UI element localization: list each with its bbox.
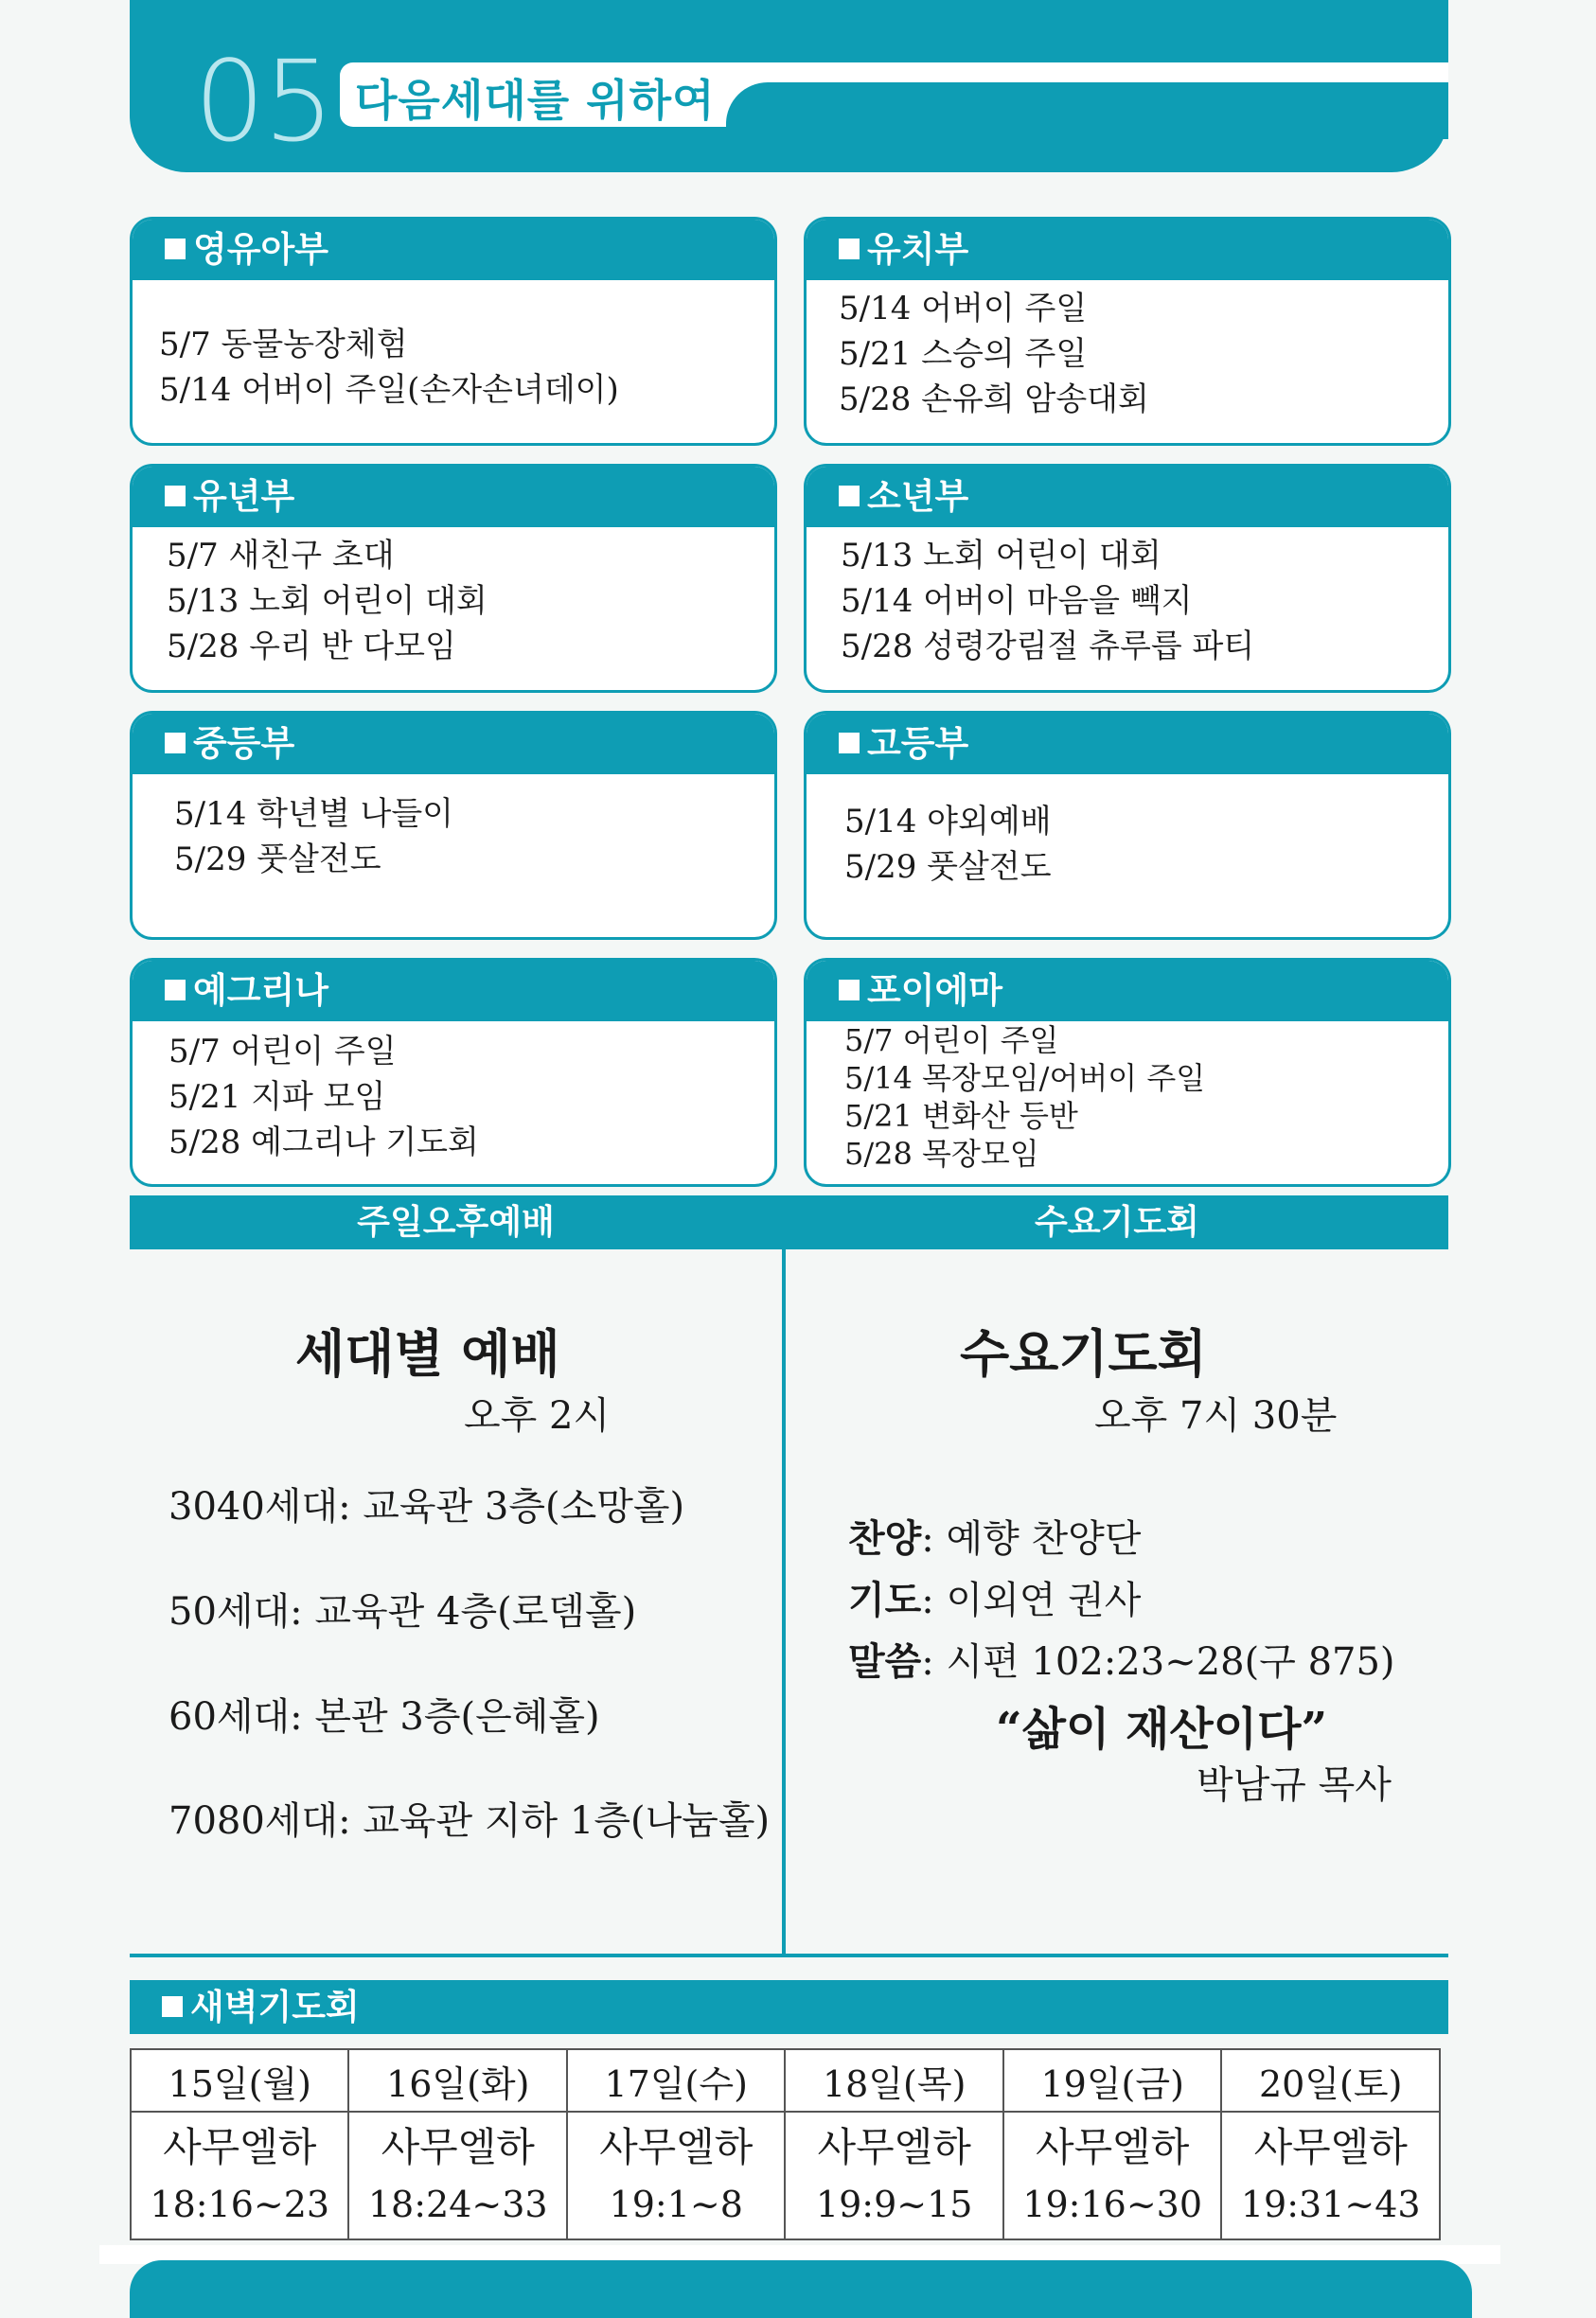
verse-ref: 18:24~33	[367, 2183, 548, 2225]
prayer-row: 기도: 이외연 권사	[848, 1578, 1142, 1622]
schedule-line: 5/7 동물농장체험	[159, 326, 408, 363]
schedule-line: 5/14 어버이 마음을 빽지	[841, 582, 1193, 620]
verse-cell	[348, 2112, 566, 2239]
dept-header	[133, 220, 774, 280]
day-cell: 17일(수)	[567, 2049, 785, 2112]
header-decoration	[726, 82, 1448, 139]
schedule-line: 5/14 야외예배	[844, 803, 1052, 840]
sermon-scripture: 시편 102:23~28(구 875)	[946, 1640, 1395, 1684]
dept-yegrina	[130, 958, 777, 1187]
dept-name: 고등부	[867, 723, 969, 764]
praise-row: 찬양: 예향 찬양단	[848, 1516, 1142, 1561]
schedule-line: 5/28 우리 반 다모임	[167, 628, 456, 665]
schedule-line: 5/29 풋살전도	[844, 848, 1052, 886]
dept-schedule	[807, 1021, 1448, 1173]
column-divider	[782, 1195, 786, 1956]
section-divider	[130, 1954, 1448, 1957]
dept-schedule	[807, 527, 1448, 669]
verse-book: 사무엘하	[599, 2123, 754, 2170]
square-bullet-icon	[162, 1996, 183, 2017]
schedule-line: 5/14 학년별 나들이	[174, 795, 454, 833]
dept-schedule	[133, 1021, 774, 1165]
sunday-service-time: 오후 2시	[464, 1394, 611, 1438]
square-bullet-icon	[839, 733, 860, 753]
dept-header	[133, 467, 774, 527]
dept-header	[807, 467, 1448, 527]
prayer-value: 이외연 권사	[946, 1579, 1142, 1622]
table-row-verses	[131, 2112, 1440, 2239]
generation-label: 7080세대:	[168, 1799, 351, 1843]
dept-header	[807, 714, 1448, 774]
generation-place: 본관 3층(은혜홀)	[314, 1695, 600, 1739]
sermon-row: 말씀: 시편 102:23~28(구 875)	[848, 1639, 1395, 1684]
schedule-line: 5/7 어린이 주일	[168, 1033, 397, 1071]
wednesday-time: 오후 7시 30분	[1094, 1394, 1338, 1438]
generation-50	[168, 1582, 636, 1636]
schedule-line: 5/21 변화산 등반	[844, 1098, 1078, 1134]
section-number: 05	[194, 36, 333, 167]
table-row-days	[131, 2049, 1440, 2112]
dept-schedule	[807, 280, 1448, 422]
generation-place: 교육관 3층(소망홀)	[363, 1485, 685, 1529]
verse-cell	[1003, 2112, 1221, 2239]
schedule-line: 5/7 새친구 초대	[167, 537, 395, 575]
dept-header	[807, 961, 1448, 1021]
square-bullet-icon	[839, 239, 860, 259]
day-cell: 18일(목)	[785, 2049, 1002, 2112]
schedule-line: 5/21 지파 모임	[168, 1078, 386, 1116]
dept-middle-school	[130, 711, 777, 940]
schedule-line: 5/28 성령강림절 츄루릅 파티	[841, 628, 1255, 665]
dept-name: 중등부	[193, 723, 295, 764]
dept-name: 영유아부	[193, 229, 328, 270]
square-bullet-icon	[839, 980, 860, 1000]
day-cell: 20일(토)	[1221, 2049, 1440, 2112]
dept-header	[133, 714, 774, 774]
verse-ref: 19:1~8	[609, 2183, 743, 2225]
generation-label: 3040세대:	[168, 1485, 351, 1529]
day-cell: 19일(금)	[1003, 2049, 1221, 2112]
dept-infant	[130, 217, 777, 446]
generation-3040	[168, 1477, 684, 1531]
generation-label: 50세대:	[168, 1590, 303, 1634]
square-bullet-icon	[165, 239, 186, 259]
sunday-afternoon-bar: 주일오후예배	[130, 1195, 782, 1249]
dept-name: 포이에마	[867, 970, 1002, 1011]
dept-name: 유년부	[193, 476, 295, 517]
verse-book: 사무엘하	[163, 2123, 317, 2170]
day-cell: 15일(월)	[131, 2049, 348, 2112]
generation-7080	[168, 1791, 770, 1845]
preacher-name: 박남규 목사	[1197, 1763, 1392, 1807]
square-bullet-icon	[165, 486, 186, 506]
verse-cell	[567, 2112, 785, 2239]
square-bullet-icon	[165, 733, 186, 753]
verse-book: 사무엘하	[1036, 2123, 1190, 2170]
verse-book: 사무엘하	[381, 2123, 535, 2170]
dept-header	[807, 220, 1448, 280]
dept-high-school	[804, 711, 1451, 940]
verse-book: 사무엘하	[817, 2123, 971, 2170]
verse-cell	[1221, 2112, 1440, 2239]
schedule-line: 5/29 풋살전도	[174, 840, 381, 878]
dept-schedule	[807, 774, 1448, 890]
wednesday-title: 수요기도회	[960, 1323, 1207, 1384]
square-bullet-icon	[165, 980, 186, 1000]
square-bullet-icon	[839, 486, 860, 506]
schedule-line: 5/7 어린이 주일	[844, 1022, 1059, 1058]
schedule-line: 5/21 스승의 주일	[839, 335, 1088, 373]
verse-cell	[131, 2112, 348, 2239]
praise-value: 예향 찬양단	[946, 1517, 1142, 1561]
schedule-line: 5/28 목장모임	[844, 1136, 1039, 1172]
sermon-title: “삶이 재산이다”	[996, 1703, 1328, 1756]
dept-schedule	[133, 774, 774, 882]
schedule-line: 5/28 예그리나 기도회	[168, 1124, 479, 1161]
dept-name: 소년부	[867, 476, 969, 517]
generation-place: 교육관 4층(로뎀홀)	[314, 1590, 637, 1634]
day-cell: 16일(화)	[348, 2049, 566, 2112]
dept-name: 유치부	[867, 229, 969, 270]
section-header-content	[130, 0, 1448, 172]
verse-cell	[785, 2112, 1002, 2239]
sermon-label: 말씀	[848, 1639, 922, 1684]
schedule-line: 5/28 손유희 암송대회	[839, 380, 1149, 418]
verse-ref: 19:16~30	[1022, 2183, 1203, 2225]
dept-name: 예그리나	[193, 970, 328, 1011]
dawn-prayer-table	[130, 2048, 1441, 2240]
schedule-line: 5/14 목장모임/어버이 주일	[844, 1060, 1206, 1096]
generation-label: 60세대:	[168, 1695, 303, 1739]
praise-label: 찬양	[848, 1516, 922, 1561]
dept-header	[133, 961, 774, 1021]
schedule-line: 5/13 노회 어린이 대회	[167, 582, 488, 620]
sunday-service-title: 세대별 예배	[295, 1323, 560, 1384]
dept-kindergarten	[804, 217, 1451, 446]
verse-ref: 19:31~43	[1240, 2183, 1421, 2225]
schedule-line: 5/13 노회 어린이 대회	[841, 537, 1162, 575]
schedule-line: 5/14 어버이 주일	[839, 290, 1088, 327]
prayer-label: 기도	[848, 1578, 922, 1622]
generation-60	[168, 1687, 600, 1741]
schedule-line: 5/14 어버이 주일(손자손녀데이)	[159, 371, 619, 409]
dept-poiema	[804, 958, 1451, 1187]
verse-ref: 19:9~15	[815, 2183, 973, 2225]
dept-schedule	[133, 527, 774, 669]
wednesday-bar: 수요기도회	[786, 1195, 1448, 1249]
verse-ref: 18:16~23	[150, 2183, 330, 2225]
section-title: 다음세대를 위하여	[355, 75, 716, 126]
dawn-prayer-bar	[130, 1980, 1448, 2034]
verse-book: 사무엘하	[1253, 2123, 1408, 2170]
dawn-prayer-label: 새벽기도회	[190, 1987, 360, 2027]
dept-schedule	[133, 280, 774, 413]
page-footer	[130, 2260, 1472, 2318]
dept-junior	[804, 464, 1451, 693]
generation-place: 교육관 지하 1층(나눔홀)	[363, 1799, 771, 1843]
dept-primary	[130, 464, 777, 693]
